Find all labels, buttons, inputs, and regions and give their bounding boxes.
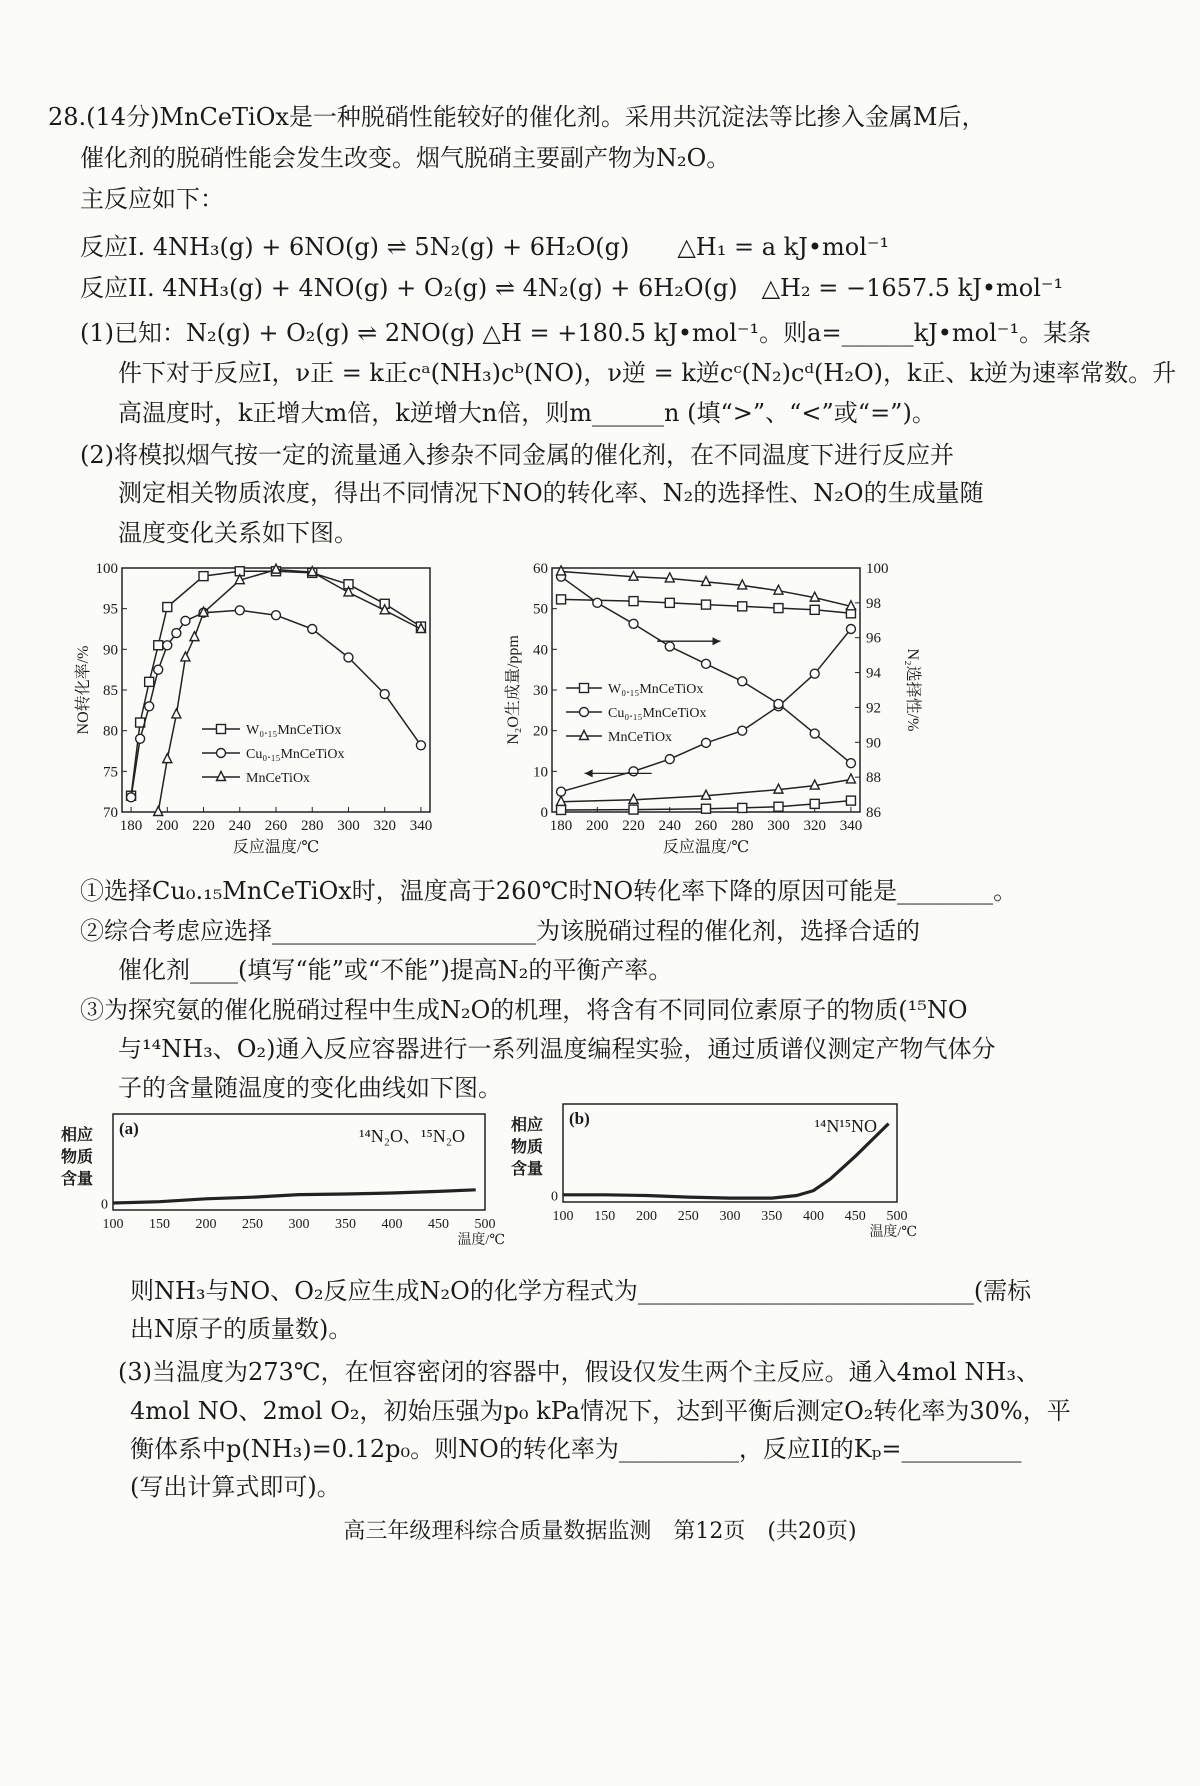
x-tick-label: 300 [288,1217,310,1232]
legend-label: MnCeTiOx [608,730,673,745]
data-point [181,652,190,661]
x-tick-label: 100 [552,1209,574,1224]
x-axis-label: 反应温度/℃ [232,839,320,856]
panel-label: (b) [569,1109,590,1128]
selectivity-data-point [810,729,819,738]
x-tick-label: 400 [803,1209,824,1224]
data-point [136,734,145,743]
selectivity-data-point [738,602,747,611]
legend-marker [217,772,226,781]
data-point [308,625,317,634]
x-tick-label: 260 [264,818,288,834]
y-right-tick-label: 86 [866,805,881,821]
arrow-right-head [712,637,720,645]
selectivity-data-point [665,573,674,582]
data-point [154,807,163,816]
data-point [172,709,181,718]
x-tick-label: 450 [844,1209,866,1224]
y-tick-label: 80 [103,723,118,740]
y-tick-label: 0 [540,805,548,821]
n2o-data-point [738,726,747,735]
sub-question-3-line-1: ③为探究氨的催化脱硝过程中生成N₂O的机理，将含有不同同位素原子的物质(¹⁵NO [80,996,968,1024]
sub-question-2-line-1: ②综合考虑应选择______________________为该脱硝过程的催化剂，选择合适的 [80,917,920,945]
x-tick-label: 300 [719,1209,741,1224]
n2o-data-point [557,805,566,814]
selectivity-data-point [774,699,783,708]
legend-marker [217,749,226,758]
y-axis-label-part: 含量 [61,1171,94,1188]
y-axis-label-part: 含量 [511,1161,544,1178]
n2o-data-point [810,799,819,808]
sub-question-3-line-3: 子的含量随温度的变化曲线如下图。 [118,1074,502,1102]
data-point [199,572,208,581]
data-point [380,690,389,699]
n2o-data-point [774,802,783,811]
no-conversion-chart [70,556,490,872]
n2o-data-point [846,625,855,634]
n2o-data-point [629,794,638,803]
series-line-0 [131,571,421,795]
y-axis-label: NO转化率/% [75,645,92,735]
x-tick-label: 280 [300,818,324,834]
n2o-data-point [702,738,711,747]
x-tick-label: 340 [839,818,863,834]
n2o-selectivity-chart [500,556,1060,872]
data-point [154,641,163,650]
legend-label: Cu₀.₁₅MnCeTiOx [246,747,345,762]
selectivity-data-point [846,759,855,768]
data-point [235,606,244,615]
x-tick-label: 260 [694,818,718,834]
y-right-tick-label: 98 [866,595,881,612]
equation-question-line-1: 则NH₃与NO、O₂反应生成N₂O的化学方程式为____________________________(需标 [130,1277,1032,1305]
y-zero-label: 0 [101,1197,108,1213]
part-2-line-2: 测定相关物质浓度，得出不同情况下NO的转化率、N₂的选择性、N₂O的生成量随 [118,479,984,507]
data-point [344,653,353,662]
x-axis-label: 温度/℃ [457,1233,505,1248]
data-point [190,632,199,641]
series-label: ¹⁴N¹⁵NO [814,1116,877,1136]
y-axis-label-part: 相应 [511,1117,544,1134]
part-3-line-2: 4mol NO、2mol O₂，初始压强为p₀ kPa情况下，达到平衡后测定O₂转化率为30%，平 [130,1397,1071,1425]
legend-marker [580,708,589,717]
part-3-line-4: (写出计算式即可)。 [130,1473,341,1501]
part-1-line-2: 件下对于反应I，ν正 = k正cᵃ(NH₃)cᵇ(NO)，ν逆 = k逆cᶜ(N₂)cᵈ(H₂O)，k正、k逆为速率常数。升 [118,359,1177,387]
legend-marker [580,731,589,740]
content-curve [113,1190,476,1203]
y-tick-label: 10 [533,764,548,781]
selectivity-data-point [629,571,638,580]
y-tick-label: 60 [533,561,548,577]
y-right-axis-label: N₂选择性/% [904,648,921,732]
y-tick-label: 40 [533,642,548,659]
x-tick-label: 220 [192,818,215,834]
n2o-data-point [738,803,747,812]
x-tick-label: 350 [761,1209,783,1224]
legend-label: W₀.₁₅MnCeTiOx [246,723,342,738]
n2o-data-point [846,774,855,783]
y-axis-label-part: 物质 [511,1139,544,1156]
y-right-tick-label: 94 [866,665,881,682]
question-line-3: 主反应如下： [80,185,224,213]
data-point [127,793,136,802]
x-tick-label: 200 [156,818,179,834]
data-point [172,629,181,638]
x-tick-label: 320 [373,818,396,834]
selectivity-data-point [738,677,747,686]
data-point [163,641,172,650]
x-tick-label: 180 [119,818,143,834]
part-1-line-3: 高温度时，k正增大m倍，k逆增大n倍，则m______n (填“>”、“<”或“=”)。 [118,399,936,427]
x-tick-label: 300 [767,818,790,834]
sub-question-3-line-2: 与¹⁴NH₃、O₂)通入反应容器进行一系列温度编程实验，通过质谱仪测定产物气体分 [118,1035,996,1063]
data-point [145,702,154,711]
y-right-tick-label: 100 [866,561,889,577]
data-point [163,603,172,612]
page-footer: 高三年级理科综合质量数据监测 第12页 (共20页) [343,1519,857,1544]
panel-label: (a) [119,1119,139,1138]
sub-question-1: ①选择Cu₀.₁₅MnCeTiOx时，温度高于260℃时NO转化率下降的原因可能是________。 [80,877,1018,905]
x-tick-label: 300 [337,818,360,834]
y-axis-label: N₂O生成量/ppm [505,635,522,745]
data-point [272,611,281,620]
x-tick-label: 200 [636,1209,657,1224]
legend-label: W₀.₁₅MnCeTiOx [608,682,704,697]
x-tick-label: 240 [658,818,682,834]
x-tick-label: 250 [242,1217,263,1232]
x-tick-label: 150 [149,1217,170,1232]
arrow-left-head [585,769,593,777]
selectivity-data-point [702,600,711,609]
selectivity-data-point [629,597,638,606]
x-tick-label: 220 [622,818,645,834]
part-2-line-3: 温度变化关系如下图。 [118,519,358,547]
data-point [154,665,163,674]
y-right-tick-label: 92 [866,700,881,717]
reaction-2: 反应II. 4NH₃(g) + 4NO(g) + O₂(g) ⇌ 4N₂(g) + 6H₂O(g) △H₂ = −1657.5 kJ•mol⁻¹ [80,274,1064,302]
selectivity-data-point [702,659,711,668]
y-tick-label: 100 [95,561,118,577]
x-tick-label: 250 [677,1209,699,1224]
question-line-2: 催化剂的脱硝性能会发生改变。烟气脱硝主要副产物为N₂O。 [80,144,731,172]
x-axis-label: 温度/℃ [869,1225,917,1240]
y-right-tick-label: 96 [866,630,881,647]
y-tick-label: 75 [103,764,118,781]
part-1-line-1: (1)已知：N₂(g) + O₂(g) ⇌ 2NO(g) △H = +180.5 kJ•mol⁻¹。则a=______kJ•mol⁻¹。某条 [80,319,1092,347]
y-tick-label: 85 [103,683,118,699]
n2o-data-point [846,796,855,805]
selectivity-data-point [665,598,674,607]
x-tick-label: 100 [102,1217,124,1232]
n2o-data-point [810,669,819,678]
x-tick-label: 450 [428,1217,449,1232]
equation-question-line-2: 出N原子的质量数)。 [130,1315,353,1343]
selectivity-data-point [593,598,602,607]
x-tick-label: 400 [381,1217,403,1232]
selectivity-data-point [810,605,819,614]
x-tick-label: 320 [803,818,826,834]
x-tick-label: 240 [228,818,252,834]
legend-label: MnCeTiOx [246,771,311,786]
x-tick-label: 200 [586,818,609,834]
part-3-line-3: 衡体系中p(NH₃)=0.12p₀。则NO的转化率为__________，反应II的Kₚ=__________ [130,1435,1022,1463]
n2o-data-point [665,755,674,764]
part-2-line-1: (2)将模拟烟气按一定的流量通入掺杂不同金属的催化剂，在不同温度下进行反应并 [80,441,954,469]
n2o-data-point [629,767,638,776]
y-tick-label: 70 [103,805,118,821]
data-point [181,616,190,625]
legend-label: Cu₀.₁₅MnCeTiOx [608,706,707,721]
y-tick-label: 95 [103,601,118,618]
selectivity-data-point [774,604,783,613]
n2o-data-point [702,804,711,813]
part-3-line-1: (3)当温度为273℃，在恒容密闭的容器中，假设仅发生两个主反应。通入4mol NH₃、 [118,1358,1040,1386]
sub-question-2-line-2: 催化剂____(填写“能”或“不能”)提高N₂的平衡产率。 [118,956,673,984]
series-line-1 [131,610,421,797]
reaction-1: 反应I. 4NH₃(g) + 6NO(g) ⇌ 5N₂(g) + 6H₂O(g) △H₁ = a kJ•mol⁻¹ [80,233,890,261]
question-line-1: 28.(14分)MnCeTiOx是一种脱硝性能较好的催化剂。采用共沉淀法等比掺入金属M后， [48,103,986,131]
data-point [416,741,425,750]
x-tick-label: 350 [335,1217,356,1232]
isotope-chart-a [55,1108,525,1258]
selectivity-data-point [557,595,566,604]
n2o-data-point [629,805,638,814]
n2o-data-point [557,796,566,805]
selectivity-data-point [629,619,638,628]
x-tick-label: 500 [474,1217,496,1232]
x-tick-label: 500 [886,1209,908,1224]
x-tick-label: 180 [549,818,573,834]
series-label: ¹⁴N₂O、¹⁵N₂O [359,1126,465,1146]
legend-marker [217,725,226,734]
y-tick-label: 30 [533,683,548,699]
data-point [145,677,154,686]
data-point [163,754,172,763]
x-tick-label: 200 [195,1217,217,1232]
x-tick-label: 150 [594,1209,616,1224]
y-axis-label-part: 物质 [61,1149,94,1166]
y-right-tick-label: 88 [866,770,881,787]
y-tick-label: 20 [533,723,548,740]
y-right-tick-label: 90 [866,735,881,752]
y-zero-label: 0 [551,1189,558,1205]
y-tick-label: 90 [103,642,118,659]
x-tick-label: 280 [730,818,754,834]
y-axis-label-part: 相应 [61,1127,94,1144]
legend-marker [580,684,589,693]
x-tick-label: 340 [409,818,433,834]
x-axis-label: 反应温度/℃ [662,839,750,856]
selectivity-data-point [665,642,674,651]
y-tick-label: 50 [533,601,548,618]
isotope-chart-b [505,1098,975,1258]
